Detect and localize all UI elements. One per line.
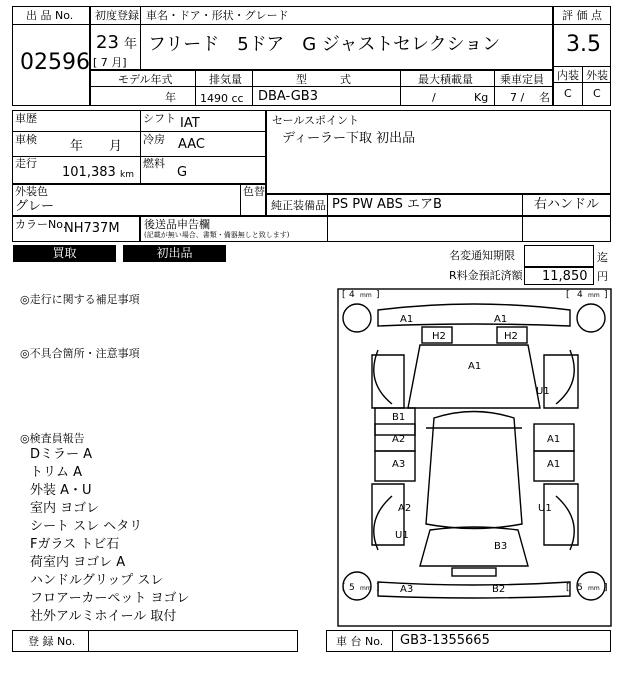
- mark-left-quarter-u: U1: [395, 530, 409, 541]
- displacement-label: 排気量: [209, 73, 242, 86]
- mark-rear-bumper-center: B2: [492, 584, 506, 595]
- steering-value: 右ハンドル: [534, 197, 600, 212]
- mileage-value: 101,383: [62, 165, 116, 180]
- svg-text:mm: mm: [588, 292, 600, 299]
- inspector-item: 室内 ヨゴレ: [30, 501, 100, 516]
- mark-left-rear-door: A3: [392, 459, 406, 470]
- inspector-title: ◎検査員報告: [20, 432, 85, 445]
- mark-back-door: B3: [494, 541, 508, 552]
- first-listing-button[interactable]: 初出品: [123, 245, 226, 262]
- shift-label: シフト: [143, 112, 176, 125]
- inspector-item: Fガラス トビ石: [30, 537, 120, 552]
- reg-label: 登 録 No.: [28, 635, 76, 648]
- inspector-item: ハンドルグリップ スレ: [30, 573, 164, 588]
- max-load-slash: /: [432, 91, 436, 104]
- svg-text:]: ]: [604, 583, 608, 593]
- rear-left-tire-depth: 5: [349, 583, 355, 593]
- color-no-label: カラーNo.: [15, 218, 67, 231]
- color-change-label: 色替: [243, 185, 265, 198]
- defects-title: ◎不具合箇所・注意事項: [20, 347, 140, 360]
- inspection-label: 車検: [15, 133, 37, 146]
- displacement-value: 1490 cc: [200, 92, 244, 105]
- lot-label: 出 品 No.: [26, 9, 74, 22]
- inspector-item: トリム A: [30, 465, 83, 480]
- equipment-value: PS PW ABS エアB: [332, 197, 442, 212]
- inspector-item: 外装 A・U: [30, 483, 92, 498]
- inspector-item: 荷室内 ヨゴレ A: [30, 555, 126, 570]
- car-name: フリード 5ドア G ジャストセレクション: [148, 34, 501, 55]
- color-no-value: NH737M: [64, 221, 120, 236]
- capacity-value: 7 /: [510, 91, 525, 104]
- deadline-label: 名変通知期限: [449, 249, 515, 262]
- exterior-grade: C: [593, 87, 601, 100]
- type-label: 型 式: [296, 73, 351, 86]
- purchase-button[interactable]: 買取: [13, 245, 116, 262]
- score-label: 評 価 点: [562, 9, 602, 22]
- mileage-unit: km: [120, 170, 134, 180]
- chassis-value: GB3-1355665: [400, 633, 490, 648]
- inspector-item: 社外アルミホイール 取付: [30, 609, 177, 624]
- recycle-value: 11,850: [542, 269, 588, 284]
- mark-hood: A1: [468, 361, 482, 372]
- ac-value: AAC: [178, 137, 205, 152]
- mark-headlight-left: H2: [432, 331, 446, 342]
- running-notes-title: ◎走行に関する補足事項: [20, 293, 140, 306]
- capacity-label: 乗車定員: [500, 73, 544, 86]
- svg-text:]: ]: [376, 583, 380, 593]
- mark-right-front-door: A1: [547, 434, 561, 445]
- mark-right-quarter: U1: [538, 503, 552, 514]
- svg-text:mm: mm: [588, 585, 600, 592]
- model-year-unit: 年: [165, 91, 176, 104]
- svg-text:]: ]: [376, 290, 380, 300]
- svg-text:[: [: [342, 290, 346, 300]
- model-year-label: モデル年式: [118, 73, 173, 86]
- svg-text:mm: mm: [360, 585, 372, 592]
- mark-right-rear-door: A1: [547, 459, 561, 470]
- recycle-unit: 円: [597, 270, 608, 283]
- mark-left-front-door-b: B1: [392, 412, 406, 423]
- aftermarket-note: (記載が無い場合、書類・備器無しと致します): [144, 231, 290, 239]
- inspector-item: フロアーカーペット ヨゴレ: [30, 591, 190, 606]
- lot-number: 02596: [20, 50, 90, 75]
- mark-rear-bumper-left: A3: [400, 584, 414, 595]
- deadline-unit: 迄: [597, 251, 608, 264]
- sales-point-label: セールスポイント: [272, 114, 360, 127]
- inspection-value: 年 月: [70, 139, 123, 154]
- rear-right-tire-depth: 5: [577, 583, 583, 593]
- sales-point-text: ディーラー下取 初出品: [282, 131, 416, 146]
- fuel-label: 燃料: [143, 157, 165, 170]
- svg-text:]: ]: [604, 290, 608, 300]
- mark-front-bumper-right: A1: [494, 314, 508, 325]
- mark-headlight-right: H2: [504, 331, 518, 342]
- interior-label: 内装: [557, 69, 579, 82]
- mark-front-bumper-left: A1: [400, 314, 414, 325]
- front-right-tire-depth: 4: [577, 290, 583, 300]
- max-load-label: 最大積載量: [418, 73, 473, 86]
- svg-text:mm: mm: [360, 292, 372, 299]
- color-value: グレー: [15, 199, 55, 214]
- chassis-label: 車 台 No.: [336, 635, 384, 648]
- first-reg-year-unit: 年: [124, 37, 138, 52]
- svg-text:[: [: [342, 583, 346, 593]
- capacity-unit: 名: [539, 91, 550, 104]
- first-reg-month: [ 7 月]: [93, 56, 127, 69]
- mileage-label: 走行: [15, 157, 37, 170]
- mark-right-fender: U1: [536, 386, 550, 397]
- mark-left-front-door: A2: [392, 434, 406, 445]
- type-value: DBA-GB3: [258, 89, 318, 104]
- front-left-tire-depth: 4: [349, 290, 355, 300]
- shift-value: IAT: [180, 116, 200, 131]
- first-reg-label: 初度登録: [95, 9, 139, 22]
- exterior-label: 外装: [586, 69, 608, 82]
- svg-text:[: [: [566, 583, 570, 593]
- ac-label: 冷房: [143, 133, 165, 146]
- max-load-unit: Kg: [474, 91, 489, 104]
- score-value: 3.5: [566, 32, 601, 57]
- color-label: 外装色: [15, 185, 48, 198]
- aftermarket-label: 後送品申告欄: [144, 218, 210, 231]
- car-info-label: 車名・ドア・形状・グレード: [146, 9, 289, 22]
- recycle-label: R料金預託済額: [449, 269, 523, 282]
- mark-left-quarter-a: A2: [398, 503, 412, 514]
- equipment-label: 純正装備品: [271, 199, 326, 212]
- inspector-item: シート スレ ヘタリ: [30, 519, 143, 534]
- svg-text:[: [: [566, 290, 570, 300]
- fuel-value: G: [177, 165, 188, 180]
- interior-grade: C: [564, 87, 572, 100]
- first-reg-year: 23: [96, 32, 119, 53]
- history-label: 車歴: [15, 112, 37, 125]
- inspector-item: Dミラー A: [30, 447, 93, 462]
